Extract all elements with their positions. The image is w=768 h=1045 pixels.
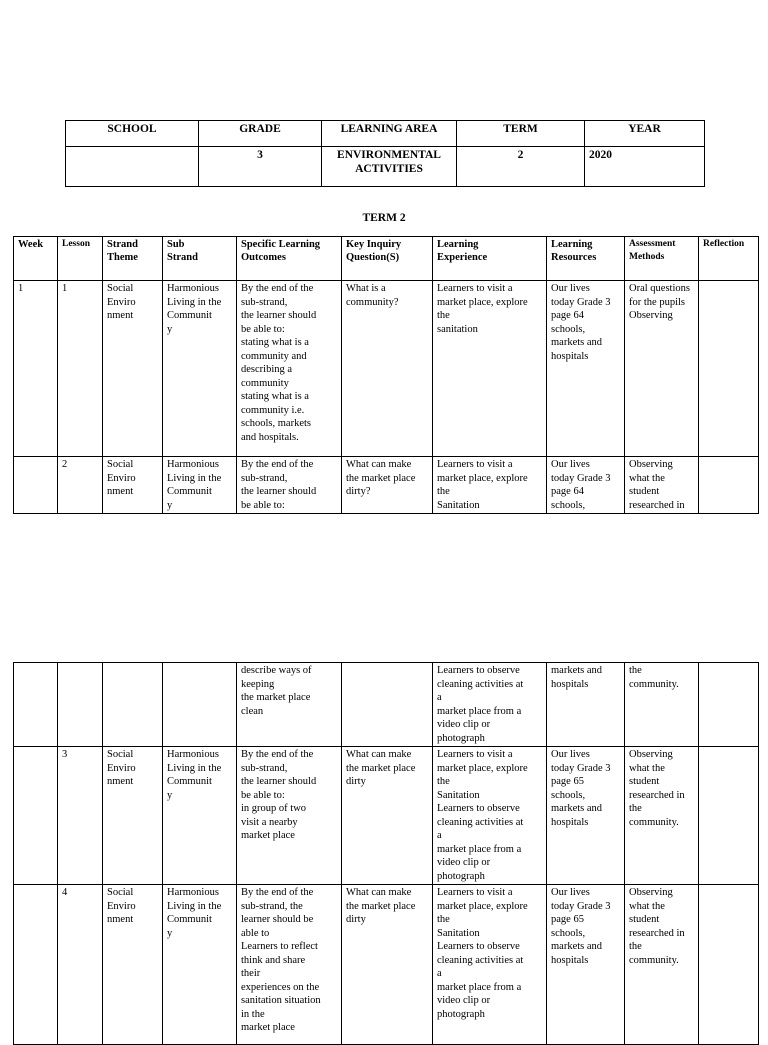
cell-sub-strand: Harmonious Living in the Communit y: [163, 747, 237, 885]
scheme-table-page1: [13, 236, 759, 514]
cell-resources: Our lives today Grade 3 page 64 schools, markets and hospitals: [547, 281, 625, 457]
cell-reflection: [699, 885, 759, 1045]
cell-sub-strand: [163, 663, 237, 747]
cell-assessment: Oral questions for the pupils Observing: [625, 281, 699, 457]
cell-assessment: Observing what the student researched in the community.: [625, 885, 699, 1045]
header-value-school: [66, 147, 199, 187]
term-title: TERM 2: [362, 212, 406, 224]
cell-reflection: [699, 663, 759, 747]
col-sub-strand: Sub Strand: [163, 237, 237, 281]
table-row: [14, 885, 759, 1045]
col-reflection: Reflection: [699, 237, 759, 281]
col-inquiry: Key Inquiry Question(S): [342, 237, 433, 281]
cell-lesson: [58, 663, 103, 747]
cell-sub-strand: Harmonious Living in the Communit y: [163, 885, 237, 1045]
cell-lesson: 1: [58, 281, 103, 457]
header-value-grade: 3: [199, 147, 322, 187]
header-value-year: 2020: [585, 147, 705, 187]
col-assessment: Assessment Methods: [625, 237, 699, 281]
cell-experience: Learners to visit a market place, explore the Sanitation: [433, 457, 547, 514]
cell-outcomes: By the end of the sub-strand, the learner should be able to: stating what is a community and describing a community stating what is a community i.e. schools, markets and hospitals.: [237, 281, 342, 457]
cell-week: [14, 747, 58, 885]
cell-experience: Learners to visit a market place, explore the Sanitation Learners to observe cleaning activities at a market place from a video clip or photograph: [433, 885, 547, 1045]
cell-resources: markets and hospitals: [547, 663, 625, 747]
header-value-term: 2: [457, 147, 585, 187]
cell-resources: Our lives today Grade 3 page 65 schools, markets and hospitals: [547, 747, 625, 885]
cell-assessment: Observing what the student researched in: [625, 457, 699, 514]
cell-resources: Our lives today Grade 3 page 64 schools,: [547, 457, 625, 514]
cell-reflection: [699, 457, 759, 514]
cell-lesson: 3: [58, 747, 103, 885]
cell-question: What can make the market place dirty: [342, 747, 433, 885]
cell-assessment: Observing what the student researched in the community.: [625, 747, 699, 885]
cell-question: [342, 663, 433, 747]
table-row: [14, 747, 759, 885]
cell-strand: Social Enviro nment: [103, 747, 163, 885]
header-value-learning-area: ENVIRONMENTAL ACTIVITIES: [322, 147, 457, 187]
cell-experience: Learners to visit a market place, explore the Sanitation Learners to observe cleaning activities at a market place from a video clip or photograph: [433, 747, 547, 885]
cell-sub-strand: Harmonious Living in the Communit y: [163, 281, 237, 457]
cell-reflection: [699, 281, 759, 457]
header-label-learning-area: LEARNING AREA: [322, 121, 457, 147]
col-resources: Learning Resources: [547, 237, 625, 281]
cell-lesson: 4: [58, 885, 103, 1045]
cell-outcomes: By the end of the sub-strand, the learner should be able to: in group of two visit a nearby market place: [237, 747, 342, 885]
cell-reflection: [699, 747, 759, 885]
cell-week: 1: [14, 281, 58, 457]
col-week: Week: [14, 237, 58, 281]
cell-outcomes: By the end of the sub-strand, the learner should be able to:: [237, 457, 342, 514]
cell-strand: Social Enviro nment: [103, 457, 163, 514]
cell-resources: Our lives today Grade 3 page 65 schools, markets and hospitals: [547, 885, 625, 1045]
header-label-year: YEAR: [585, 121, 705, 147]
cell-lesson: 2: [58, 457, 103, 514]
header-table: [65, 120, 705, 187]
cell-week: [14, 885, 58, 1045]
cell-week: [14, 663, 58, 747]
cell-assessment: the community.: [625, 663, 699, 747]
cell-question: What can make the market place dirty?: [342, 457, 433, 514]
header-label-grade: GRADE: [199, 121, 322, 147]
cell-experience: Learners to observe cleaning activities at a market place from a video clip or photograph: [433, 663, 547, 747]
cell-question: What can make the market place dirty: [342, 885, 433, 1045]
header-label-term: TERM: [457, 121, 585, 147]
cell-strand: Social Enviro nment: [103, 885, 163, 1045]
col-lesson: Lesson: [58, 237, 103, 281]
cell-outcomes: describe ways of keeping the market place clean: [237, 663, 342, 747]
scheme-table-page2: [13, 662, 759, 1045]
cell-strand: Social Enviro nment: [103, 281, 163, 457]
cell-question: What is a community?: [342, 281, 433, 457]
table-row: [14, 663, 759, 747]
col-outcomes: Specific Learning Outcomes: [237, 237, 342, 281]
cell-week: [14, 457, 58, 514]
cell-experience: Learners to visit a market place, explore the sanitation: [433, 281, 547, 457]
cell-strand: [103, 663, 163, 747]
cell-sub-strand: Harmonious Living in the Communit y: [163, 457, 237, 514]
col-strand-theme: Strand Theme: [103, 237, 163, 281]
header-label-school: SCHOOL: [66, 121, 199, 147]
col-experience: Learning Experience: [433, 237, 547, 281]
table-row: [14, 457, 759, 514]
table-header-row: [14, 237, 759, 281]
table-row: [14, 281, 759, 457]
cell-outcomes: By the end of the sub-strand, the learner should be able to Learners to reflect think and share their experiences on the sanitation situation in the market place: [237, 885, 342, 1045]
